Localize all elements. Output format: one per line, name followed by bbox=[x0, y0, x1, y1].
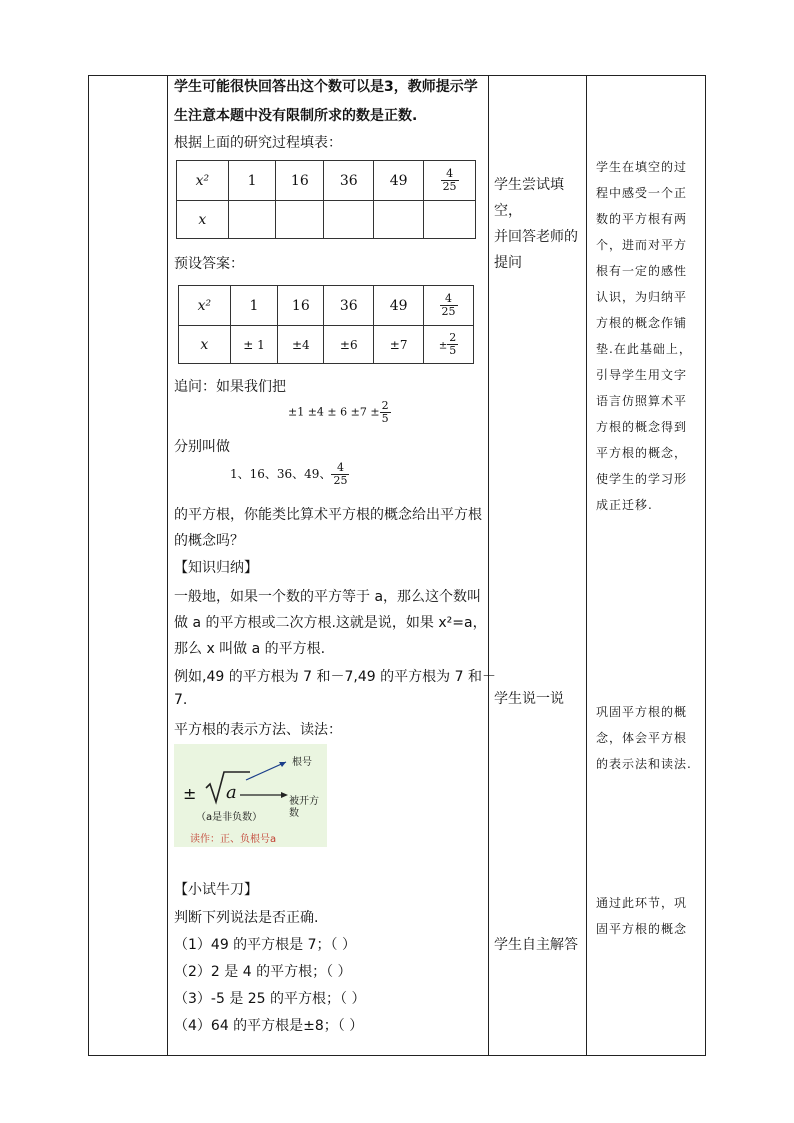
table2-answer: ± 1 bbox=[230, 326, 278, 364]
intent-line: 垫.在此基础上， bbox=[596, 342, 692, 356]
table2-fraction-cell bbox=[424, 286, 474, 326]
table2-answer: ±4 bbox=[278, 326, 324, 364]
fraction: $\frac{4}{25}$ bbox=[441, 292, 456, 318]
notation-label: 平方根的表示方法、读法： bbox=[174, 722, 342, 738]
example-line-1: 例如,49 的平方根为 7 和－7,49 的平方根为 7 和－ bbox=[174, 669, 496, 685]
square-root-notation-diagram bbox=[174, 744, 327, 847]
fraction: $\frac{2}{5}$ bbox=[449, 331, 457, 357]
radicand-label-2: 数 bbox=[289, 808, 299, 819]
table2-answer: ±7 bbox=[374, 326, 424, 364]
table1-blank-cell bbox=[424, 201, 476, 239]
table1-value: 36 bbox=[324, 161, 374, 201]
column-divider-1 bbox=[167, 75, 168, 1056]
trial-heading: 【小试牛刀】 bbox=[174, 882, 258, 898]
intent-line: 语言仿照算术平 bbox=[596, 394, 688, 408]
radicand-a: a bbox=[226, 782, 237, 803]
called-text: 分别叫做 bbox=[174, 439, 230, 455]
table1-blank-cell bbox=[324, 201, 374, 239]
table1-value: 16 bbox=[276, 161, 324, 201]
preset-answer-label: 预设答案： bbox=[174, 256, 244, 272]
exercise-item: （4）64 的平方根是±8；（ ） bbox=[174, 1018, 364, 1034]
roots-expression: ±1 ±4 ± 6 ±7 ± $\frac{2}{5}$ bbox=[288, 399, 389, 425]
student-activity-line: 并回答老师的 bbox=[494, 229, 578, 245]
intent-line: 方根的概念作铺 bbox=[596, 316, 688, 330]
judge-instruction: 判断下列说法是否正确. bbox=[174, 910, 319, 926]
intro-line-1: 学生可能很快回答出这个数可以是3，教师提示学 bbox=[174, 79, 478, 95]
definition-line-2: 做 a 的平方根或二次方根.这就是说，如果 x²=a， bbox=[174, 615, 487, 631]
table2-value: 49 bbox=[374, 286, 424, 326]
table1-value: 1 bbox=[228, 161, 276, 201]
intent-line: 固平方根的概念 bbox=[596, 922, 688, 936]
exercise-item: （1）49 的平方根是 7；（ ） bbox=[174, 937, 356, 953]
intent-line: 成正迁移. bbox=[596, 498, 653, 512]
intent-line: 根有一定的感性 bbox=[596, 264, 688, 278]
table1-blank-cell bbox=[276, 201, 324, 239]
fraction: $\frac{4}{25}$ bbox=[442, 167, 457, 193]
question-line-2: 的概念吗？ bbox=[174, 533, 244, 549]
table2-value: 16 bbox=[278, 286, 324, 326]
student-activity-2: 学生说一说 bbox=[494, 691, 564, 707]
fraction: $\frac{2}{5}$ bbox=[381, 399, 389, 425]
table2-x2-label: x² bbox=[179, 286, 231, 326]
student-activity-1 bbox=[494, 172, 584, 276]
answer-table bbox=[178, 285, 474, 364]
intent-line: 巩固平方根的概 bbox=[596, 705, 688, 719]
exercise-item: （3）-5 是 25 的平方根；（ ） bbox=[174, 991, 366, 1007]
intent-line: 使学生的学习形 bbox=[596, 472, 688, 486]
intent-line: 学生在填空的过 bbox=[596, 160, 688, 174]
intent-line: 平方根的概念， bbox=[596, 446, 688, 460]
intent-line: 数的平方根有两 bbox=[596, 212, 688, 226]
fill-table bbox=[176, 160, 476, 239]
table1-fraction-cell bbox=[424, 161, 476, 201]
table2-value: 1 bbox=[230, 286, 278, 326]
table1-value: 49 bbox=[374, 161, 424, 201]
table2-x-label: x bbox=[179, 326, 231, 364]
question-line-1: 的平方根，你能类比算术平方根的概念给出平方根 bbox=[174, 507, 482, 523]
design-intent-2 bbox=[596, 699, 700, 777]
plus-minus-sign: ± bbox=[183, 784, 197, 803]
radical-label: 根号 bbox=[292, 757, 312, 768]
table2-answer: ±6 bbox=[324, 326, 374, 364]
knowledge-heading: 【知识归纳】 bbox=[174, 560, 258, 576]
nonnegative-note: （a是非负数） bbox=[196, 812, 263, 823]
intent-line: 通过此环节，巩 bbox=[596, 896, 688, 910]
intent-line: 念，体会平方根 bbox=[596, 731, 688, 745]
exercise-item: （2）2 是 4 的平方根；（ ） bbox=[174, 964, 352, 980]
column-divider-2 bbox=[488, 75, 489, 1056]
numbers-expression: 1、16、36、49、 $\frac{4}{25}$ bbox=[230, 461, 348, 487]
followup-question: 追问：如果我们把 bbox=[174, 379, 286, 395]
fill-prompt: 根据上面的研究过程填表： bbox=[174, 135, 342, 151]
student-activity-line: 提问 bbox=[494, 255, 522, 271]
table2-value: 36 bbox=[324, 286, 374, 326]
intent-line: 认识，为归纳平 bbox=[596, 290, 688, 304]
intent-line: 个，进而对平方 bbox=[596, 238, 688, 252]
intent-line: 引导学生用文字 bbox=[596, 368, 688, 382]
column-divider-3 bbox=[586, 75, 587, 1056]
table1-blank-cell bbox=[228, 201, 276, 239]
student-activity-line: 学生尝试填空， bbox=[494, 177, 564, 219]
definition-line-1: 一般地，如果一个数的平方等于 a，那么这个数叫 bbox=[174, 589, 482, 605]
intent-line: 程中感受一个正 bbox=[596, 186, 688, 200]
table2-answer-fraction: ± $\frac{2}{5}$ bbox=[424, 326, 474, 364]
example-line-2: 7. bbox=[174, 692, 188, 708]
intent-line: 方根的概念得到 bbox=[596, 420, 688, 434]
student-activity-3: 学生自主解答 bbox=[494, 937, 578, 953]
intent-line: 的表示法和读法. bbox=[596, 757, 692, 771]
table1-x2-label: x² bbox=[177, 161, 229, 201]
fraction: $\frac{4}{25}$ bbox=[333, 461, 348, 487]
radicand-label-1: 被开方 bbox=[289, 796, 319, 807]
intro-line-2: 生注意本题中没有限制所求的数是正数. bbox=[174, 108, 418, 124]
table1-x-label: x bbox=[177, 201, 229, 239]
table1-blank-cell bbox=[374, 201, 424, 239]
definition-line-3: 那么 x 叫做 a 的平方根. bbox=[174, 641, 326, 657]
design-intent-3 bbox=[596, 890, 700, 942]
design-intent-1 bbox=[596, 154, 700, 518]
reading-note: 读作：正、负根号a bbox=[190, 834, 277, 845]
